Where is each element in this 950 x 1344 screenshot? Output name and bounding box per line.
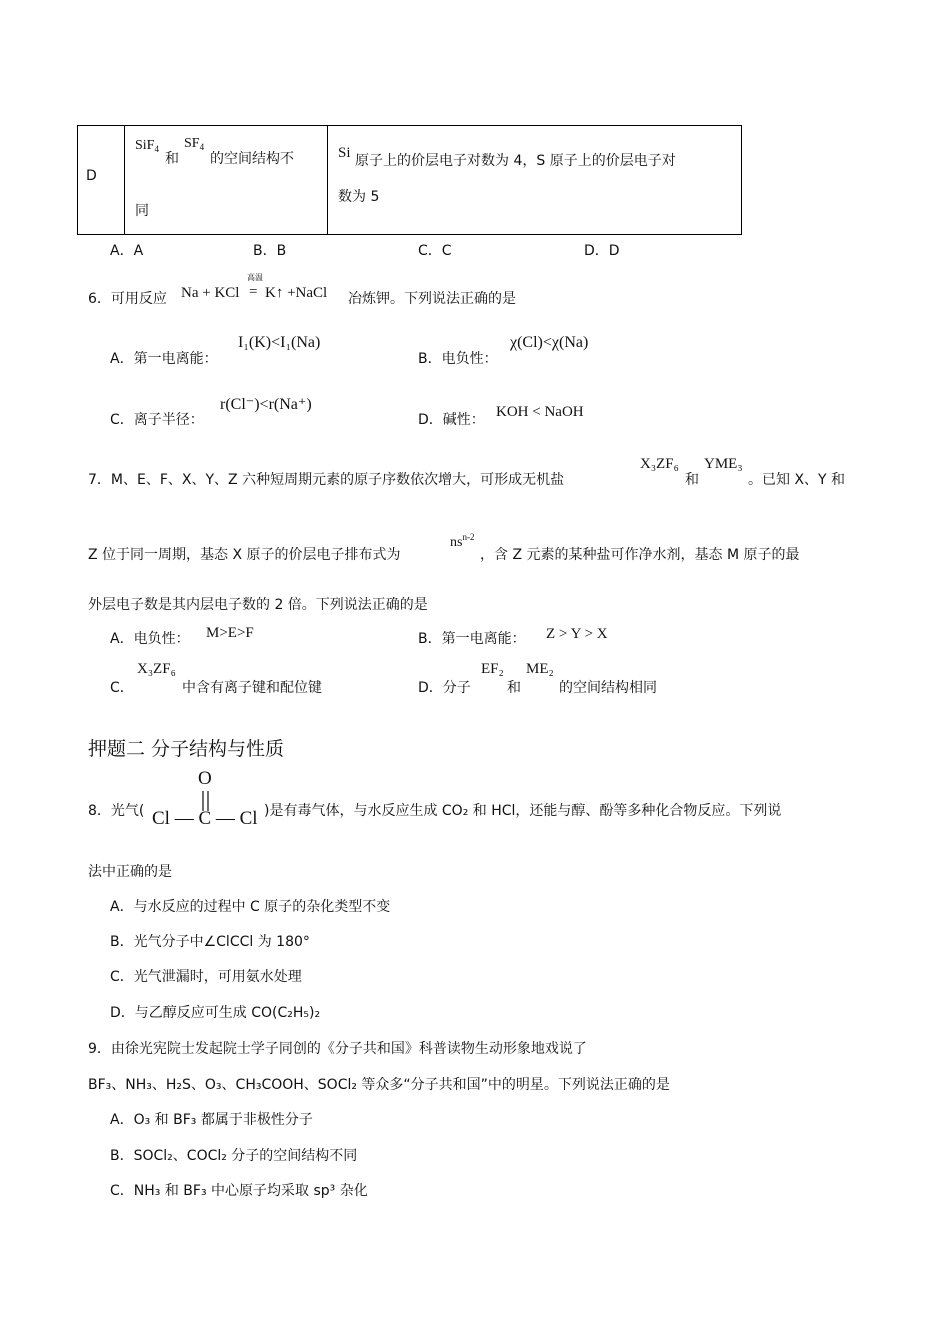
- q6-option-a-formula: I₁(K)<I₁(Na): [238, 334, 321, 351]
- statement-text-2: 同: [135, 203, 149, 219]
- formula-si: Si: [338, 145, 351, 161]
- table-row: [78, 126, 742, 235]
- section-title: 押题二 分子结构与性质: [88, 738, 285, 760]
- q7-salt1: X₃ZF₆: [640, 456, 679, 472]
- q6-option-c-label: C．离子半径：: [110, 412, 204, 428]
- text-he: 和: [165, 151, 179, 167]
- q7-line1: 7．M、E、F、X、Y、Z 六种短周期元素的原子序数依次增大，可形成无机盐: [88, 472, 565, 488]
- q6-eq-left: Na + KCl: [181, 285, 240, 301]
- q6-option-d-label: D．碱性：: [418, 412, 485, 428]
- q7-option-c-text: 中含有离子键和配位键: [182, 680, 322, 696]
- q8-option-c: C．光气泄漏时，可用氨水处理: [110, 969, 302, 985]
- q8-option-b: B．光气分子中∠ClCCl 为 180°: [110, 934, 310, 950]
- q6-option-d-formula: KOH < NaOH: [496, 404, 584, 420]
- q6-prefix: 6．可用反应: [88, 291, 167, 307]
- q9-option-c: C．NH₃ 和 BF₃ 中心原子均采取 sp³ 杂化: [110, 1183, 368, 1199]
- statement-text-1: 的空间结构不: [210, 151, 294, 167]
- q5-option-a: A．A: [110, 243, 144, 259]
- formula-sf4: $SF_4$: [184, 136, 205, 152]
- q6-suffix: 冶炼钾。下列说法正确的是: [348, 291, 516, 307]
- statement-cell: [125, 126, 328, 235]
- row-label-cell: [78, 126, 125, 235]
- q9-line1: 9．由徐光宪院士发起院士学子同创的《分子共和国》科普读物生动形象地戏说了: [88, 1041, 587, 1057]
- q9-line2: BF₃、NH₃、H₂S、O₃、CH₃COOH、SOCl₂ 等众多“分子共和国”中的明星。下列说法正确的是: [88, 1077, 670, 1093]
- q9-option-a: A．O₃ 和 BF₃ 都属于非极性分子: [110, 1112, 313, 1128]
- q7-option-c-label: C．: [110, 680, 134, 696]
- q8-prefix: 8．光气(: [88, 803, 145, 819]
- q7-line2b: ，含 Z 元素的某种盐可作净水剂，基态 M 原子的最: [480, 547, 800, 563]
- explanation-cell: [328, 126, 742, 235]
- q6-eq-condition: 高温: [247, 273, 263, 282]
- phosgene-chain: Cl — C — Cl: [152, 808, 258, 829]
- q7-he: 和: [685, 472, 699, 488]
- q8-option-d: D．与乙醇反应可生成 CO(C₂H₅)₂: [110, 1005, 321, 1021]
- explanation-text-2: 数为 5: [338, 189, 380, 205]
- q8-suffix: )是有毒气体，与水反应生成 CO₂ 和 HCl，还能与醇、酚等多种化合物反应。下列说: [264, 803, 782, 819]
- q7-salt2: YME₃: [704, 456, 743, 472]
- q6-option-a-label: A．第一电离能：: [110, 351, 218, 367]
- q7-option-c-formula: X₃ZF₆: [137, 661, 176, 677]
- explanation-text-1: 原子上的价层电子对数为 4，S 原子上的价层电子对: [355, 153, 676, 169]
- q9-option-b: B．SOCl₂、COCl₂ 分子的空间结构不同: [110, 1148, 358, 1164]
- q6-option-c-formula: r(Cl⁻)<r(Na⁺): [220, 396, 312, 413]
- q7-line2a: Z 位于同一周期，基态 X 原子的价层电子排布式为: [88, 547, 401, 563]
- q7-option-d-text: 的空间结构相同: [559, 680, 657, 696]
- q5-option-d: D．D: [584, 243, 620, 259]
- row-label: D: [86, 168, 97, 184]
- q7-option-d-he: 和: [507, 680, 521, 696]
- q6-eq-right: K↑ +NaCl: [265, 285, 328, 301]
- q8-line2: 法中正确的是: [88, 864, 172, 880]
- q7-option-a-formula: M>E>F: [206, 625, 254, 641]
- q5-option-b: B．B: [253, 243, 287, 259]
- q7-config: $ns^{n-2}$: [450, 532, 475, 550]
- phosgene-o: O: [198, 768, 212, 789]
- q7-option-d-label: D．分子: [418, 680, 471, 696]
- q6-option-b-formula: χ(Cl)<χ(Na): [510, 334, 589, 351]
- q7-line3: 外层电子数是其内层电子数的 2 倍。下列说法正确的是: [88, 597, 428, 613]
- q6-option-b-label: B．电负性：: [418, 351, 498, 367]
- q7-option-b-label: B．第一电离能：: [418, 631, 526, 647]
- q5-option-c: C．C: [418, 243, 452, 259]
- q7-line1-end: 。已知 X、Y 和: [748, 472, 846, 488]
- answer-table: [77, 125, 742, 235]
- formula-sif4: SiF$_4$: [135, 138, 159, 154]
- q7-option-b-formula: Z > Y > X: [546, 626, 608, 642]
- q6-eq-equals: =: [249, 284, 258, 300]
- q8-option-a: A．与水反应的过程中 C 原子的杂化类型不变: [110, 899, 391, 915]
- q7-option-d-f1: EF₂: [481, 661, 504, 677]
- q7-option-d-f2: ME₂: [526, 661, 554, 677]
- q7-option-a-label: A．电负性：: [110, 631, 190, 647]
